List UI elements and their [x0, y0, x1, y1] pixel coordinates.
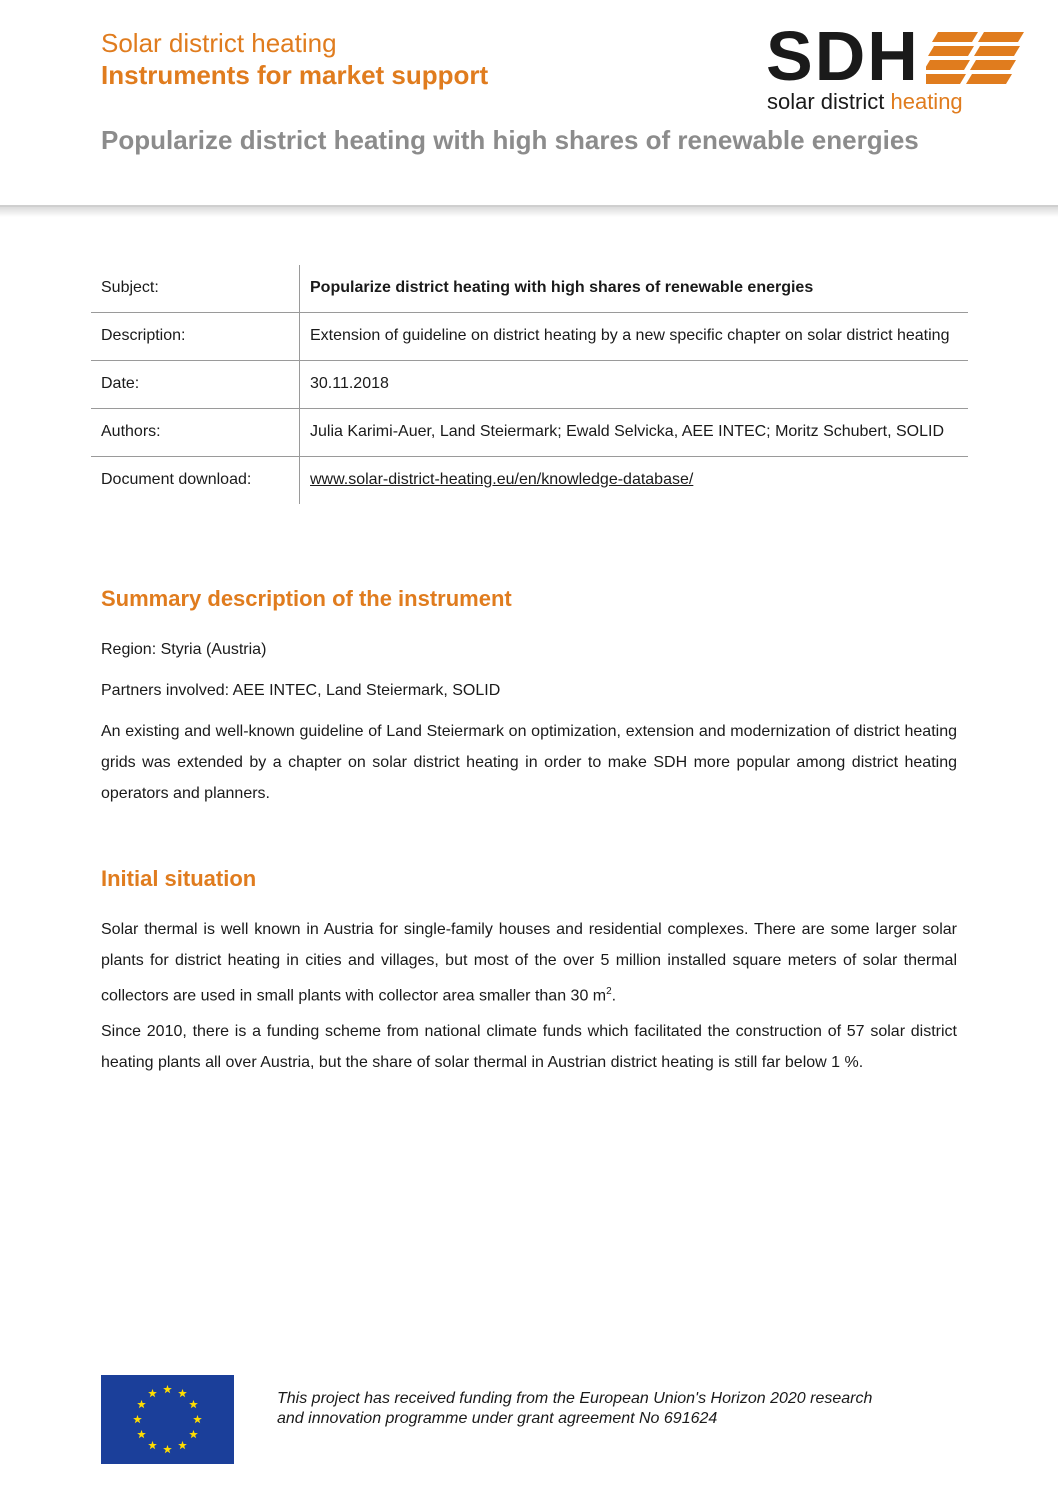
subject-label: Subject: [91, 265, 300, 313]
eu-star-icon [189, 1430, 198, 1438]
date-label: Date: [91, 361, 300, 409]
series-subtitle: Instruments for market support [101, 60, 489, 90]
eu-star-icon [178, 1389, 187, 1397]
sdh-logo [766, 17, 1028, 119]
logo-tagline [767, 87, 963, 117]
initial-para-1-end: . [611, 987, 617, 1005]
eu-star-icon [178, 1441, 187, 1449]
table-row [91, 361, 968, 409]
eu-star-icon [189, 1400, 198, 1408]
download-cell [300, 457, 969, 505]
squared-superscript: 2 [606, 986, 612, 997]
document-title: Popularize district heating with high shares of renewable energies [101, 125, 919, 155]
logo-bars-icon [926, 32, 1026, 84]
subject-value: Popularize district heating with high shares of renewable energies [310, 279, 814, 296]
eu-star-icon [137, 1430, 146, 1438]
funding-statement [277, 1389, 977, 1429]
description-label: Description: [91, 313, 300, 361]
eu-stars-icon [101, 1375, 234, 1464]
region-text: Region: Styria (Austria) [101, 641, 267, 658]
eu-star-icon [148, 1389, 157, 1397]
table-row [91, 313, 968, 361]
authors-value: Julia Karimi-Auer, Land Steiermark; Ewald Selvicka, AEE INTEC; Moritz Schubert, SOLID [310, 423, 945, 440]
series-title: Solar district heating [101, 28, 337, 58]
header-divider [0, 205, 1058, 207]
eu-flag-icon [101, 1375, 234, 1464]
metadata-table [91, 265, 968, 504]
table-row [91, 457, 968, 505]
eu-star-icon [133, 1415, 142, 1423]
eu-star-icon [148, 1441, 157, 1449]
eu-star-icon [163, 1445, 172, 1453]
summary-heading: Summary description of the instrument [101, 586, 512, 611]
logo-tagline-part2: heating [890, 89, 963, 114]
page-header [0, 0, 1058, 208]
initial-para-2: Since 2010, there is a funding scheme from national climate funds which facilitated the construction of 57 solar district heating plants all over Austria, but the share of solar thermal in Austrian district heating is still far below 1 %. [101, 1023, 957, 1071]
description-value: Extension of guideline on district heating by a new specific chapter on solar district heating [310, 327, 950, 344]
funding-line-2: and innovation programme under grant agreement No 691624 [277, 1410, 718, 1427]
funding-line-1: This project has received funding from the European Union's Horizon 2020 research [277, 1390, 873, 1407]
table-row [91, 265, 968, 313]
table-row [91, 409, 968, 457]
authors-label: Authors: [91, 409, 300, 457]
initial-situation-heading: Initial situation [101, 866, 257, 891]
initial-para-1 [101, 914, 957, 1011]
date-value: 30.11.2018 [310, 375, 389, 392]
summary-body: An existing and well-known guideline of Land Steiermark on optimization, extension and modernization of district heating grids was extended by a chapter on solar district heating in order to make SDH more popular among district heating operators and planners. [101, 723, 957, 802]
eu-star-icon [137, 1400, 146, 1408]
download-label: Document download: [91, 457, 300, 505]
logo-letters: SDH [766, 17, 920, 95]
download-link[interactable]: www.solar-district-heating.eu/en/knowledge-database/ [310, 471, 694, 488]
partners-text: Partners involved: AEE INTEC, Land Steiermark, SOLID [101, 682, 501, 699]
logo-tagline-part1: solar district [767, 89, 891, 114]
eu-star-icon [163, 1385, 172, 1393]
eu-star-icon [193, 1415, 202, 1423]
initial-para-1-text: Solar thermal is well known in Austria for single-family houses and residential complexes. There are some larger solar plants for district heating in cities and villages, but most of the over 5 million installed square meters of solar thermal collectors are used in small plants with collector area smaller than 30 m [101, 921, 957, 1005]
